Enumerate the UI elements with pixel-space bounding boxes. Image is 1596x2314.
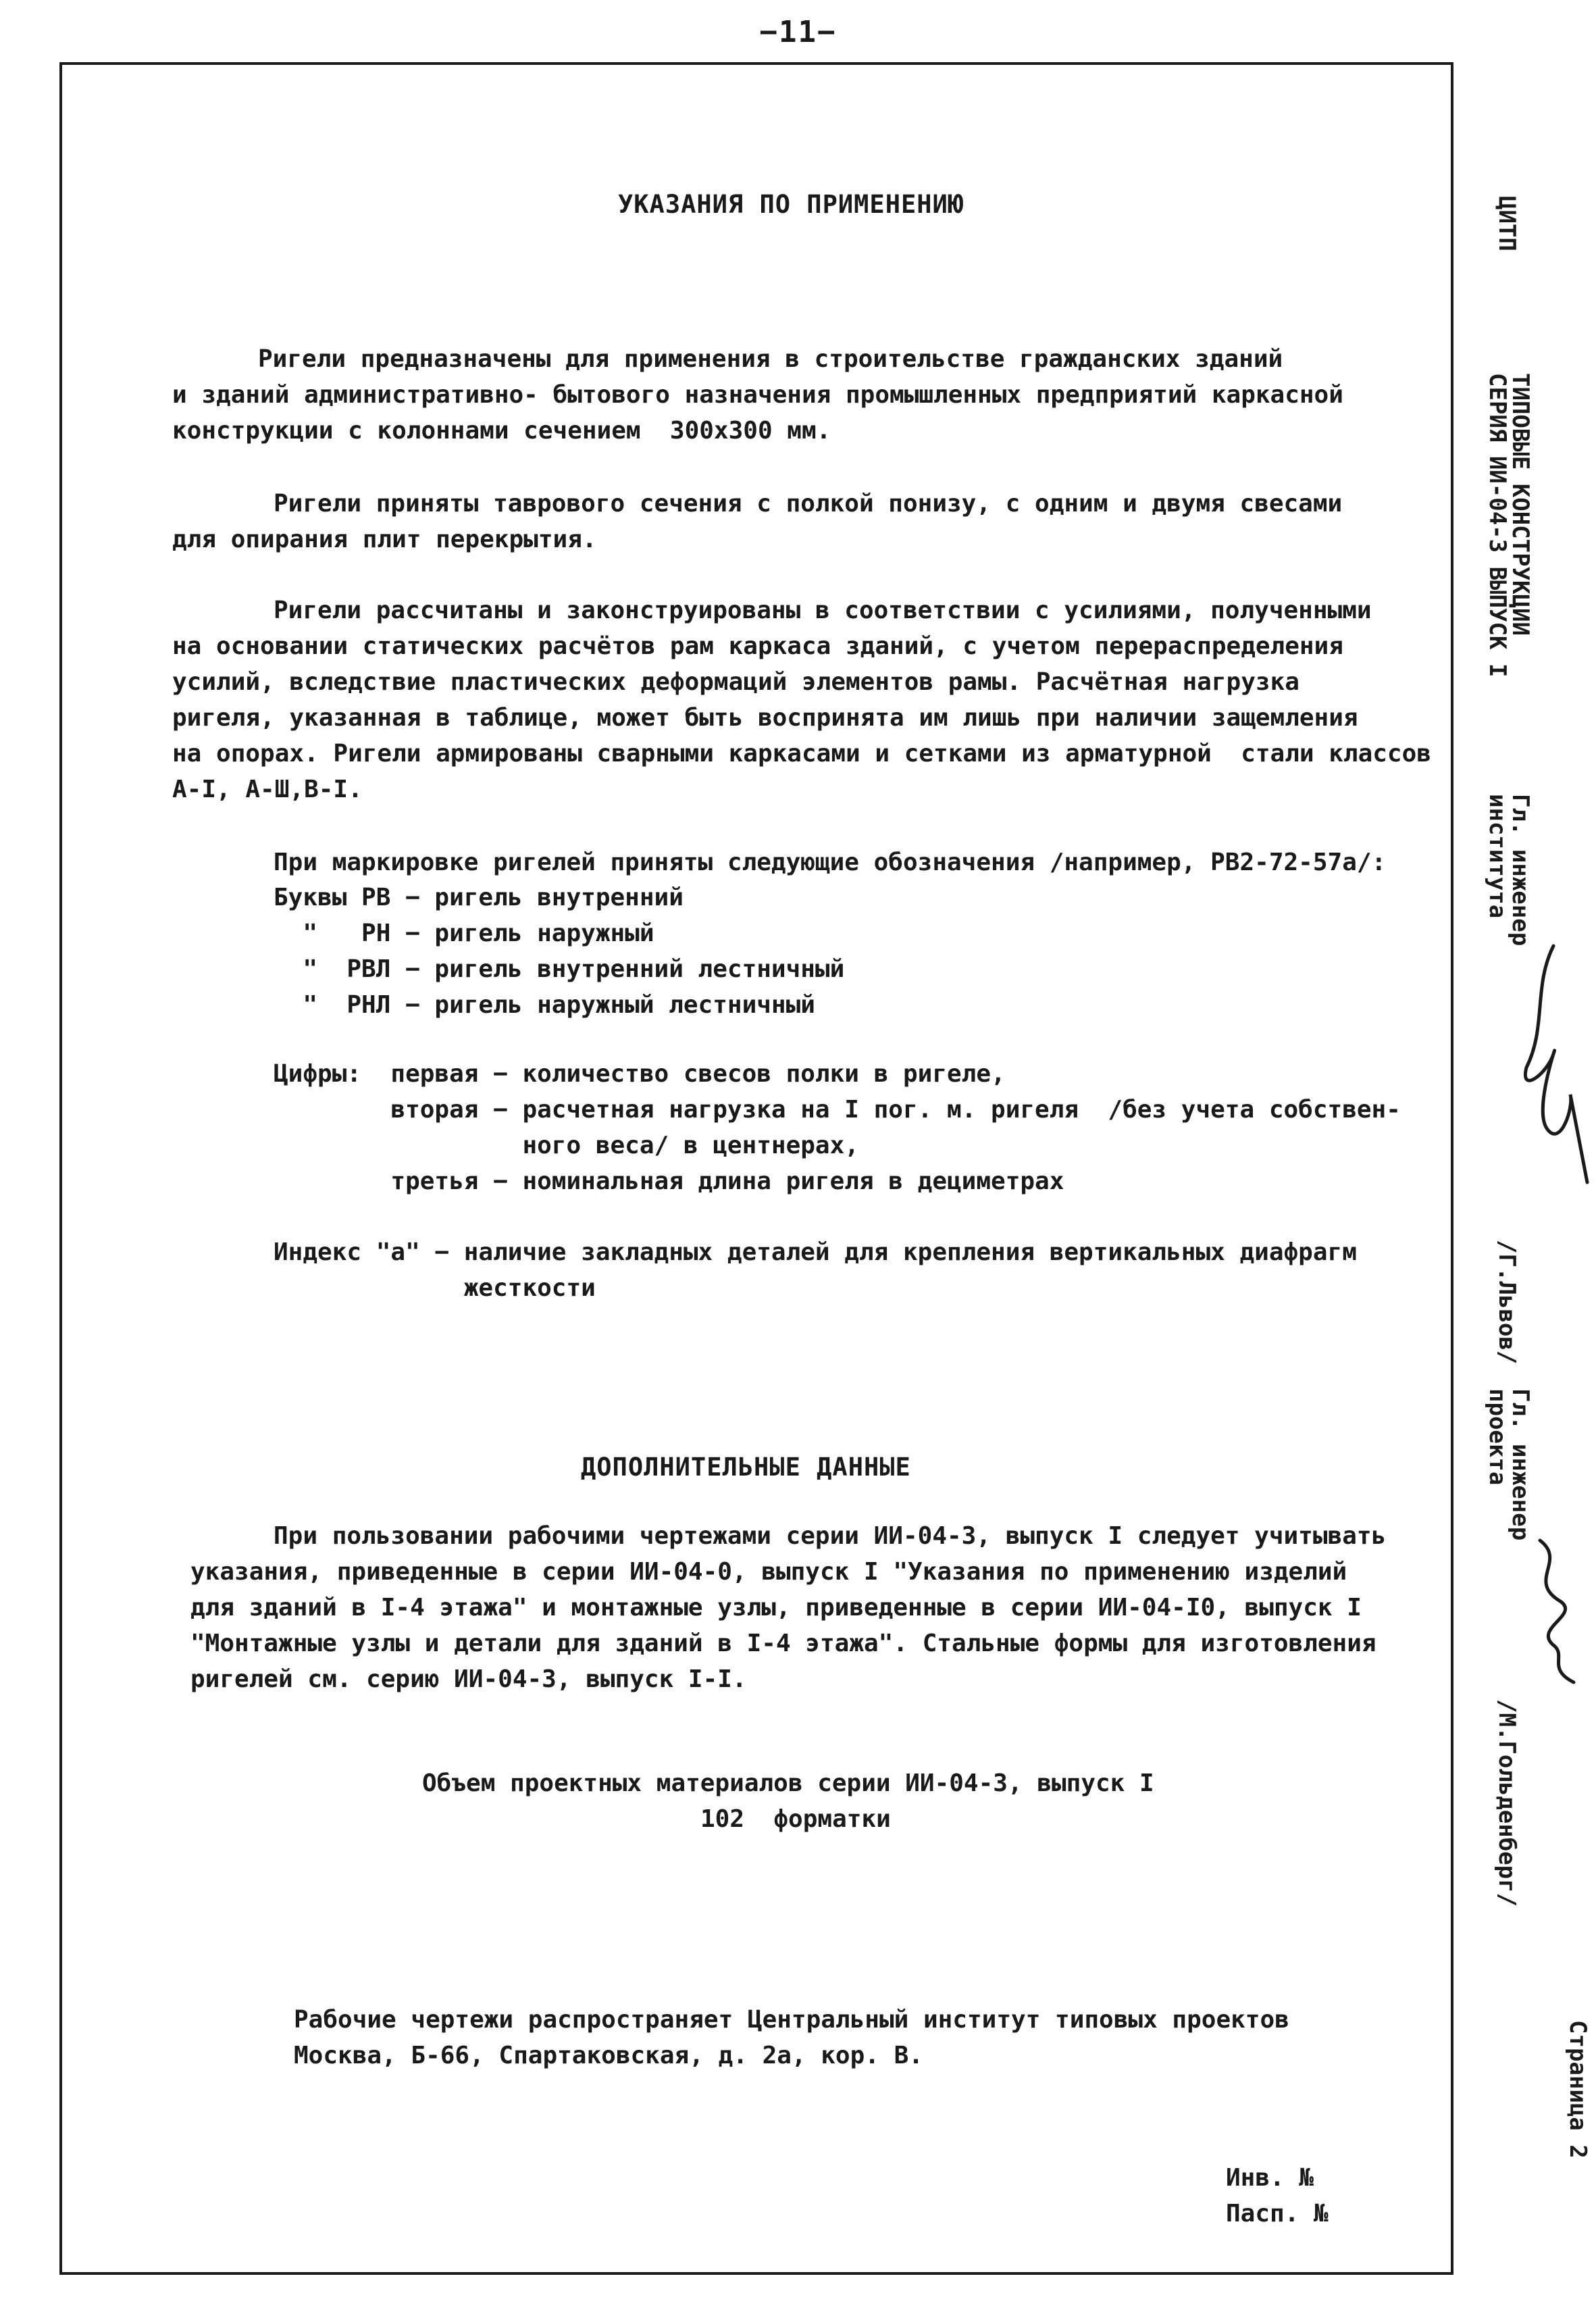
inventory-number: Инв. № bbox=[1226, 2164, 1314, 2192]
additional-line-2: указания, приведенные в серии ИИ-04-0, выпуск I "Указания по применению изделий bbox=[190, 1558, 1347, 1586]
marking-intro: При маркировке ригелей приняты следующие обозначения /например, РВ2-72-57а/: bbox=[274, 849, 1387, 876]
side-chief-institute-1: Гл. инженер bbox=[1507, 794, 1534, 947]
intro-line-3: конструкции с колоннами сечением 300х300 мм. bbox=[172, 417, 831, 445]
additional-line-5: ригелей см. серию ИИ-04-3, выпуск I-I. bbox=[190, 1665, 747, 1693]
calc-line-6: А-I, А-Ш,В-I. bbox=[172, 776, 363, 803]
volume-line-2: 102 форматки bbox=[700, 1805, 891, 1833]
marking-letter-4: " РНЛ − ригель наружный лестничный bbox=[274, 991, 815, 1019]
marking-index-1: Индекс "а" − наличие закладных деталей для крепления вертикальных диафрагм bbox=[274, 1238, 1357, 1266]
side-org: ЦИТП bbox=[1493, 196, 1520, 251]
side-chief-institute-name: /Г.Львов/ bbox=[1493, 1240, 1520, 1365]
shape-line-1: Ригели приняты таврового сечения с полкой понизу, с одним и двумя свесами bbox=[274, 490, 1343, 518]
side-series-1: ТИПОВЫЕ КОНСТРУКЦИИ bbox=[1507, 373, 1534, 636]
marking-index-2: жесткости bbox=[274, 1274, 596, 1302]
page-number: −11− bbox=[759, 15, 837, 49]
marking-digit-1: Цифры: первая − количество свесов полки в ригеле, bbox=[274, 1060, 1006, 1088]
side-page-label: Страница 2 bbox=[1564, 2020, 1591, 2159]
volume-line-1: Объем проектных материалов серии ИИ-04-3, выпуск I bbox=[422, 1769, 1154, 1797]
side-chief-institute-2: института bbox=[1484, 794, 1511, 919]
side-stamp bbox=[1484, 196, 1591, 2223]
intro-line-2: и зданий административно- бытового назначения промышленных предприятий каркасной bbox=[172, 381, 1343, 409]
calc-line-2: на основании статических расчётов рам каркаса зданий, с учетом перераспределения bbox=[172, 632, 1343, 660]
additional-line-4: "Монтажные узлы и детали для зданий в I-4 этажа". Стальные формы для изготовления bbox=[190, 1630, 1376, 1657]
page-title: УКАЗАНИЯ ПО ПРИМЕНЕНИЮ bbox=[618, 190, 964, 219]
passport-number: Пасп. № bbox=[1226, 2200, 1329, 2228]
side-chief-project-1: Гл. инженер bbox=[1507, 1388, 1534, 1541]
side-chief-project-2: проекта bbox=[1484, 1388, 1511, 1486]
marking-digit-4: третья − номинальная длина ригеля в дециметрах bbox=[274, 1167, 1064, 1195]
calc-line-3: усилий, вследствие пластических деформаций элементов рамы. Расчётная нагрузка bbox=[172, 668, 1299, 696]
marking-letter-2: " РН − ригель наружный bbox=[274, 920, 654, 947]
distribution-line-2: Москва, Б-66, Спартаковская, д. 2а, кор. В. bbox=[294, 2042, 923, 2069]
side-chief-project-name: /М.Гольденберг/ bbox=[1493, 1699, 1520, 1907]
additional-line-3: для зданий в I-4 этажа" и монтажные узлы, приведенные в серии ИИ-04-I0, выпуск I bbox=[190, 1594, 1362, 1621]
distribution-line-1: Рабочие чертежи распространяет Центральный институт типовых проектов bbox=[294, 2006, 1289, 2034]
marking-digit-3: ного веса/ в центнерах, bbox=[274, 1132, 859, 1159]
calc-line-5: на опорах. Ригели армированы сварными каркасами и сетками из арматурной стали классов bbox=[172, 740, 1431, 768]
intro-line-1: Ригели предназначены для применения в строительстве гражданских зданий bbox=[258, 345, 1283, 373]
calc-line-1: Ригели рассчитаны и законструированы в соответствии с усилиями, полученными bbox=[274, 597, 1372, 624]
marking-letter-3: " РВЛ − ригель внутренний лестничный bbox=[274, 955, 845, 983]
calc-line-4: ригеля, указанная в таблице, может быть воспринята им лишь при наличии защемления bbox=[172, 704, 1358, 732]
additional-title: ДОПОЛНИТЕЛЬНЫЕ ДАННЫЕ bbox=[581, 1453, 911, 1482]
marking-digit-2: вторая − расчетная нагрузка на I пог. м. ригеля /без учета собствен- bbox=[274, 1096, 1401, 1124]
shape-line-2: для опирания плит перекрытия. bbox=[172, 526, 597, 553]
side-series-2: СЕРИЯ ИИ-04-3 ВЫПУСК I bbox=[1484, 373, 1511, 678]
marking-letter-1: Буквы РВ − ригель внутренний bbox=[274, 884, 684, 911]
additional-line-1: При пользовании рабочими чертежами серии ИИ-04-3, выпуск I следует учитывать bbox=[274, 1522, 1387, 1550]
